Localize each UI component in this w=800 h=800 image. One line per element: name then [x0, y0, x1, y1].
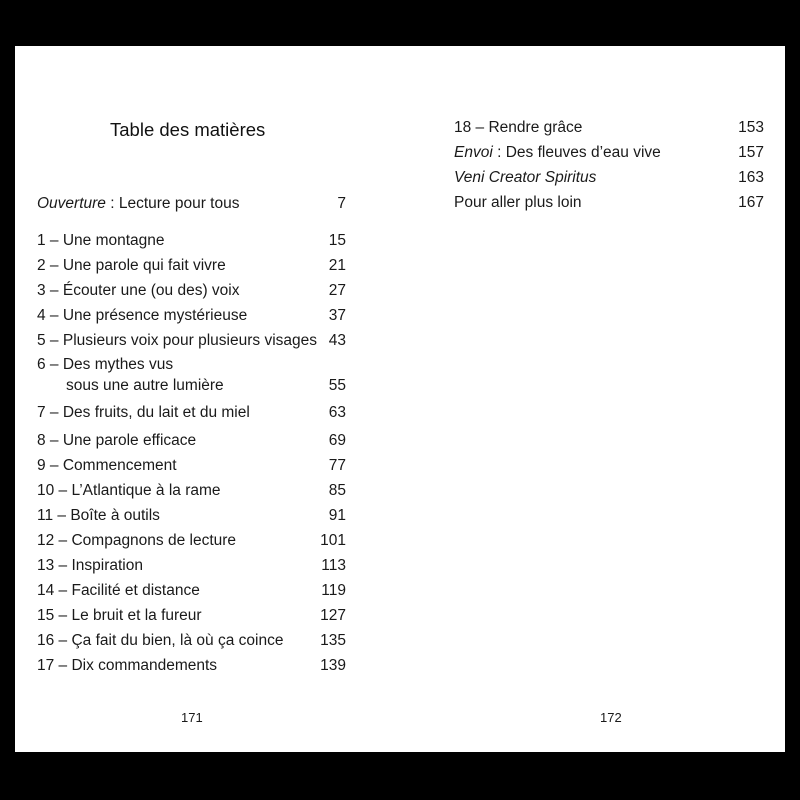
toc-entry	[37, 306, 346, 326]
toc-entry-page: 27	[328, 282, 346, 299]
toc-entry-page: 85	[328, 482, 346, 499]
toc-entry-page: 77	[328, 457, 346, 474]
toc-entry-page: 69	[328, 432, 346, 449]
toc-entry	[37, 606, 346, 626]
toc-entry-page: 43	[328, 332, 346, 349]
toc-entry	[37, 506, 346, 526]
toc-entry	[37, 403, 346, 423]
toc-entry-label-line2: sous une autre lumière	[66, 377, 224, 394]
toc-entry-label: 11 – Boîte à outils	[37, 507, 160, 524]
toc-entry-page: 127	[320, 607, 346, 624]
toc-entry-page: 135	[320, 632, 346, 649]
toc-entry	[37, 281, 346, 301]
toc-entry	[37, 431, 346, 451]
toc-entry-page: 7	[337, 195, 346, 212]
toc-entry-label: 5 – Plusieurs voix pour plusieurs visages	[37, 332, 317, 349]
toc-entry-page: 119	[321, 582, 346, 599]
page-number-right: 172	[600, 710, 622, 725]
toc-entry-label: 13 – Inspiration	[37, 557, 143, 574]
toc-entry-label: 18 – Rendre grâce	[454, 119, 583, 136]
toc-entry-label: 2 – Une parole qui fait vivre	[37, 257, 226, 274]
toc-entry-label: Pour aller plus loin	[454, 194, 582, 211]
toc-entry-page: 167	[738, 194, 764, 211]
toc-entry	[37, 231, 346, 251]
toc-entry-page: 153	[738, 119, 764, 136]
toc-entry	[37, 331, 346, 351]
toc-entry-page: 113	[321, 557, 346, 574]
toc-entry-page: 157	[738, 144, 764, 161]
toc-entry-page: 163	[738, 169, 764, 186]
toc-title: Table des matières	[110, 119, 266, 140]
toc-entry-page: 91	[328, 507, 346, 524]
toc-entry-page: 63	[328, 404, 346, 421]
toc-entry-label: 9 – Commencement	[37, 457, 177, 474]
toc-entry-label: 6 – Des mythes vus	[37, 356, 174, 373]
toc-entry	[37, 355, 346, 397]
toc-entry	[37, 631, 346, 651]
toc-entry-page: 15	[328, 232, 346, 249]
toc-entry-label: 4 – Une présence mystérieuse	[37, 307, 248, 324]
toc-entry	[37, 581, 346, 601]
toc-entry	[454, 168, 764, 188]
toc-entry-label: 8 – Une parole efficace	[37, 432, 197, 449]
toc-entry	[37, 656, 346, 676]
toc-entry-label: 7 – Des fruits, du lait et du miel	[37, 404, 250, 421]
toc-entry-label: 3 – Écouter une (ou des) voix	[37, 282, 240, 299]
toc-entry-page: 21	[328, 257, 346, 274]
toc-entry-page: 139	[320, 657, 346, 674]
toc-entry-label: Veni Creator Spiritus	[454, 169, 597, 186]
toc-entry-label: Ouverture : Lecture pour tous	[37, 195, 240, 212]
page-number-left: 171	[181, 710, 203, 725]
toc-entry-label: 12 – Compagnons de lecture	[37, 532, 237, 549]
toc-entry-label: 1 – Une montagne	[37, 232, 165, 249]
toc-entry-opening	[37, 194, 346, 214]
toc-entry	[37, 531, 346, 551]
toc-entry-label: 16 – Ça fait du bien, là où ça coince	[37, 632, 284, 649]
toc-entry	[37, 556, 346, 576]
toc-entry	[37, 456, 346, 476]
toc-entry-label: 17 – Dix commandements	[37, 657, 218, 674]
toc-entry-label: Envoi : Des fleuves d’eau vive	[454, 144, 661, 161]
toc-entry-label: 10 – L’Atlantique à la rame	[37, 482, 221, 499]
toc-entry	[454, 143, 764, 163]
toc-entry	[454, 118, 764, 138]
toc-entry	[37, 256, 346, 276]
toc-entry-label: 14 – Facilité et distance	[37, 582, 200, 599]
toc-entry	[454, 193, 764, 213]
toc-entry	[37, 481, 346, 501]
toc-entry-page: 37	[328, 307, 346, 324]
toc-entry-page: 55	[328, 377, 346, 394]
toc-entry-page: 101	[320, 532, 346, 549]
toc-entry-label: 15 – Le bruit et la fureur	[37, 607, 202, 624]
